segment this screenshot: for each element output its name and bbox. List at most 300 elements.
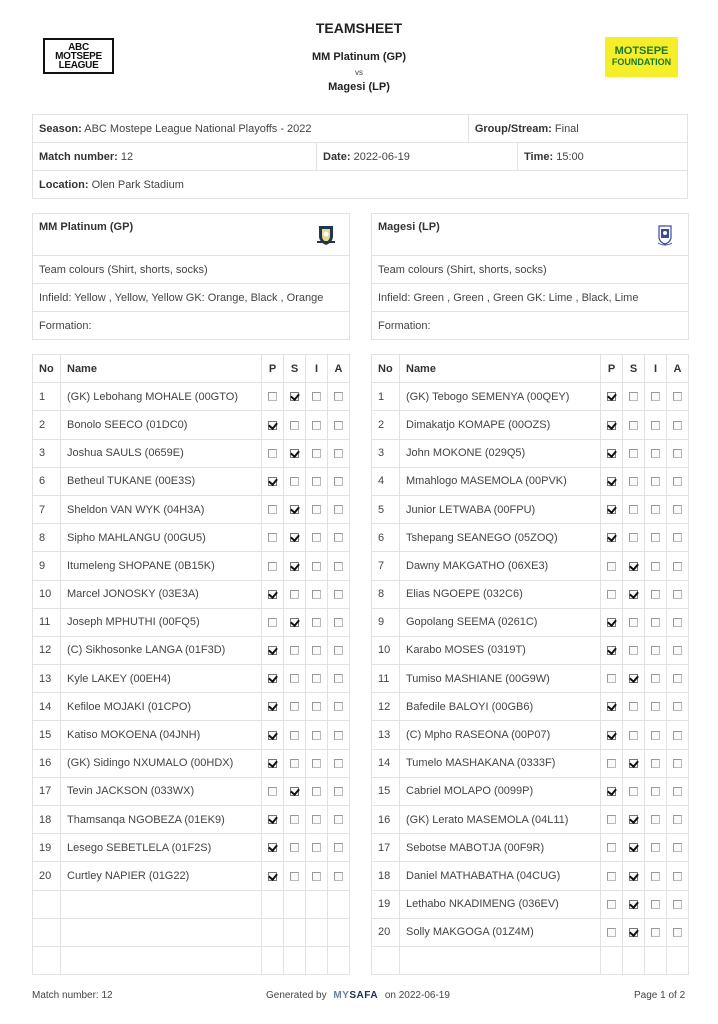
checkbox-cell-s (623, 918, 645, 946)
checkbox-cell-i (306, 636, 328, 664)
player-name: Itumeleng SHOPANE (0B15K) (61, 552, 262, 580)
unchecked-checkbox-a[interactable] (334, 674, 343, 683)
unchecked-checkbox-a[interactable] (334, 646, 343, 655)
unchecked-checkbox-i[interactable] (312, 702, 321, 711)
infield-colours: Infield: Green , Green , Green GK: Lime , Black, Lime (372, 284, 689, 312)
season-value: ABC Mostepe League National Playoffs - 2022 (84, 122, 312, 135)
player-row (33, 580, 350, 608)
empty-cell (645, 946, 667, 974)
checkbox-cell-i (306, 439, 328, 467)
checkbox-cell-a (328, 693, 350, 721)
checkbox-cell-p (601, 383, 623, 411)
checked-checkbox-s[interactable] (290, 392, 299, 401)
unchecked-checkbox-p[interactable] (607, 872, 616, 881)
checkbox-cell-s (284, 580, 306, 608)
unchecked-checkbox-s[interactable] (290, 590, 299, 599)
unchecked-checkbox-s[interactable] (629, 421, 638, 430)
away-team-title: Magesi (LP) (328, 81, 390, 93)
checked-checkbox-s[interactable] (629, 674, 638, 683)
unchecked-checkbox-a[interactable] (673, 505, 682, 514)
unchecked-checkbox-p[interactable] (607, 759, 616, 768)
unchecked-checkbox-s[interactable] (629, 449, 638, 458)
unchecked-checkbox-a[interactable] (334, 590, 343, 599)
checked-checkbox-p[interactable] (607, 449, 616, 458)
checkbox-cell-i (645, 890, 667, 918)
unchecked-checkbox-i[interactable] (651, 843, 660, 852)
checked-checkbox-p[interactable] (607, 618, 616, 627)
player-row (33, 439, 350, 467)
player-number: 16 (33, 749, 61, 777)
checkbox-cell-i (645, 524, 667, 552)
checkbox-cell-i (645, 806, 667, 834)
checkbox-cell-p (262, 777, 284, 805)
unchecked-checkbox-i[interactable] (312, 843, 321, 852)
player-row (372, 721, 689, 749)
unchecked-checkbox-a[interactable] (673, 731, 682, 740)
checkbox-cell-p (262, 834, 284, 862)
checked-checkbox-s[interactable] (290, 618, 299, 627)
unchecked-checkbox-p[interactable] (607, 562, 616, 571)
logo-line: LEAGUE (58, 59, 99, 71)
player-number: 10 (372, 636, 400, 664)
checked-checkbox-p[interactable] (268, 646, 277, 655)
checked-checkbox-p[interactable] (268, 872, 277, 881)
checked-checkbox-p[interactable] (607, 646, 616, 655)
checked-checkbox-p[interactable] (268, 590, 277, 599)
player-number: 8 (33, 524, 61, 552)
checked-checkbox-p[interactable] (268, 843, 277, 852)
unchecked-checkbox-s[interactable] (290, 646, 299, 655)
checked-checkbox-s[interactable] (629, 815, 638, 824)
unchecked-checkbox-s[interactable] (290, 421, 299, 430)
checkbox-cell-i (306, 665, 328, 693)
player-row (372, 580, 689, 608)
unchecked-checkbox-s[interactable] (290, 843, 299, 852)
unchecked-checkbox-i[interactable] (312, 815, 321, 824)
unchecked-checkbox-i[interactable] (312, 533, 321, 542)
checked-checkbox-s[interactable] (290, 533, 299, 542)
checkbox-cell-s (623, 693, 645, 721)
column-header-name: Name (400, 355, 601, 383)
player-row (372, 636, 689, 664)
empty-cell (33, 918, 61, 946)
player-number: 13 (33, 665, 61, 693)
checked-checkbox-s[interactable] (290, 562, 299, 571)
checkbox-cell-a (667, 636, 689, 664)
unchecked-checkbox-a[interactable] (334, 843, 343, 852)
unchecked-checkbox-a[interactable] (673, 590, 682, 599)
checkbox-cell-s (284, 693, 306, 721)
player-row (33, 862, 350, 890)
checked-checkbox-s[interactable] (290, 505, 299, 514)
unchecked-checkbox-p[interactable] (268, 618, 277, 627)
unchecked-checkbox-a[interactable] (673, 618, 682, 627)
checkbox-cell-a (667, 608, 689, 636)
checkbox-cell-a (667, 383, 689, 411)
checkbox-cell-i (645, 383, 667, 411)
player-name: (C) Sikhosonke LANGA (01F3D) (61, 636, 262, 664)
unchecked-checkbox-a[interactable] (334, 787, 343, 796)
checkbox-cell-i (645, 862, 667, 890)
checkbox-cell-i (306, 693, 328, 721)
empty-cell (328, 918, 350, 946)
unchecked-checkbox-i[interactable] (651, 928, 660, 937)
checked-checkbox-p[interactable] (268, 731, 277, 740)
checkbox-cell-s (284, 552, 306, 580)
formation: Formation: (33, 312, 350, 340)
checked-checkbox-s[interactable] (290, 449, 299, 458)
unchecked-checkbox-i[interactable] (651, 392, 660, 401)
player-name: Joseph MPHUTHI (00FQ5) (61, 608, 262, 636)
player-name: Tumelo MASHAKANA (0333F) (400, 749, 601, 777)
unchecked-checkbox-p[interactable] (607, 815, 616, 824)
unchecked-checkbox-i[interactable] (312, 674, 321, 683)
checked-checkbox-s[interactable] (629, 872, 638, 881)
time-cell (518, 143, 688, 171)
unchecked-checkbox-a[interactable] (673, 421, 682, 430)
unchecked-checkbox-i[interactable] (651, 449, 660, 458)
player-number: 7 (33, 495, 61, 523)
checked-checkbox-s[interactable] (290, 787, 299, 796)
checked-checkbox-p[interactable] (607, 731, 616, 740)
checked-checkbox-p[interactable] (268, 477, 277, 486)
unchecked-checkbox-p[interactable] (268, 392, 277, 401)
player-number: 11 (372, 665, 400, 693)
unchecked-checkbox-s[interactable] (629, 618, 638, 627)
generated-on-date: on 2022-06-19 (384, 990, 450, 1001)
player-row (372, 749, 689, 777)
column-header-a: A (667, 355, 689, 383)
unchecked-checkbox-s[interactable] (629, 787, 638, 796)
checkbox-cell-i (306, 806, 328, 834)
unchecked-checkbox-i[interactable] (312, 618, 321, 627)
player-row (33, 721, 350, 749)
player-name: Betheul TUKANE (00E3S) (61, 467, 262, 495)
unchecked-checkbox-a[interactable] (673, 843, 682, 852)
unchecked-checkbox-i[interactable] (651, 674, 660, 683)
unchecked-checkbox-s[interactable] (629, 392, 638, 401)
checked-checkbox-p[interactable] (268, 674, 277, 683)
unchecked-checkbox-a[interactable] (673, 759, 682, 768)
player-name: (GK) Lebohang MOHALE (00GTO) (61, 383, 262, 411)
checkbox-cell-p (601, 693, 623, 721)
unchecked-checkbox-s[interactable] (290, 815, 299, 824)
checkbox-cell-p (262, 383, 284, 411)
checkbox-cell-s (623, 383, 645, 411)
team-name (372, 214, 689, 256)
unchecked-checkbox-i[interactable] (312, 505, 321, 514)
checkbox-cell-p (601, 890, 623, 918)
player-number: 18 (372, 862, 400, 890)
unchecked-checkbox-p[interactable] (268, 449, 277, 458)
checkbox-cell-s (623, 524, 645, 552)
checkbox-cell-i (306, 721, 328, 749)
empty-cell (284, 946, 306, 974)
unchecked-checkbox-a[interactable] (334, 872, 343, 881)
season-label: Season: (39, 122, 82, 135)
unchecked-checkbox-p[interactable] (607, 843, 616, 852)
column-header-i: I (645, 355, 667, 383)
footer-page-number: Page 1 of 2 (634, 990, 686, 1001)
player-name: Thamsanqa NGOBEZA (01EK9) (61, 806, 262, 834)
unchecked-checkbox-i[interactable] (651, 590, 660, 599)
unchecked-checkbox-i[interactable] (651, 562, 660, 571)
checked-checkbox-s[interactable] (629, 562, 638, 571)
checkbox-cell-a (667, 862, 689, 890)
group-cell (468, 115, 687, 143)
checkbox-cell-a (328, 721, 350, 749)
checkbox-cell-p (601, 834, 623, 862)
player-name: (GK) Tebogo SEMENYA (00QEY) (400, 383, 601, 411)
player-row (372, 467, 689, 495)
unchecked-checkbox-a[interactable] (334, 477, 343, 486)
checkbox-cell-p (262, 806, 284, 834)
unchecked-checkbox-s[interactable] (629, 731, 638, 740)
unchecked-checkbox-i[interactable] (651, 533, 660, 542)
empty-player-row (372, 946, 689, 974)
checkbox-cell-p (601, 665, 623, 693)
column-header-no: No (372, 355, 400, 383)
empty-cell (33, 946, 61, 974)
player-name: Gopolang SEEMA (0261C) (400, 608, 601, 636)
unchecked-checkbox-s[interactable] (290, 674, 299, 683)
match-number-cell (33, 143, 317, 171)
unchecked-checkbox-i[interactable] (312, 562, 321, 571)
player-row (372, 383, 689, 411)
unchecked-checkbox-a[interactable] (334, 702, 343, 711)
match-info-table (32, 114, 688, 199)
unchecked-checkbox-i[interactable] (312, 590, 321, 599)
checkbox-cell-s (284, 411, 306, 439)
unchecked-checkbox-a[interactable] (673, 900, 682, 909)
checked-checkbox-p[interactable] (607, 392, 616, 401)
unchecked-checkbox-i[interactable] (312, 449, 321, 458)
empty-cell (61, 890, 262, 918)
unchecked-checkbox-a[interactable] (673, 674, 682, 683)
unchecked-checkbox-i[interactable] (312, 731, 321, 740)
checked-checkbox-p[interactable] (268, 421, 277, 430)
unchecked-checkbox-i[interactable] (651, 759, 660, 768)
unchecked-checkbox-a[interactable] (673, 872, 682, 881)
unchecked-checkbox-a[interactable] (673, 787, 682, 796)
checked-checkbox-s[interactable] (629, 843, 638, 852)
empty-cell (262, 890, 284, 918)
checkbox-cell-a (667, 806, 689, 834)
checked-checkbox-s[interactable] (629, 759, 638, 768)
empty-cell (61, 918, 262, 946)
unchecked-checkbox-p[interactable] (607, 590, 616, 599)
unchecked-checkbox-i[interactable] (651, 702, 660, 711)
column-header-i: I (306, 355, 328, 383)
unchecked-checkbox-s[interactable] (629, 702, 638, 711)
player-row (372, 608, 689, 636)
unchecked-checkbox-i[interactable] (312, 421, 321, 430)
unchecked-checkbox-p[interactable] (268, 562, 277, 571)
player-name: Joshua SAULS (0659E) (61, 439, 262, 467)
unchecked-checkbox-a[interactable] (673, 533, 682, 542)
player-name: Junior LETWABA (00FPU) (400, 495, 601, 523)
unchecked-checkbox-p[interactable] (268, 533, 277, 542)
checked-checkbox-p[interactable] (268, 815, 277, 824)
checkbox-cell-i (645, 411, 667, 439)
unchecked-checkbox-s[interactable] (290, 731, 299, 740)
match-number-value: 12 (120, 150, 134, 163)
unchecked-checkbox-a[interactable] (334, 533, 343, 542)
magesi-crest-icon (656, 224, 674, 246)
motsepe-foundation-logo (605, 37, 678, 77)
player-number: 20 (33, 862, 61, 890)
unchecked-checkbox-a[interactable] (673, 815, 682, 824)
checkbox-cell-i (645, 580, 667, 608)
unchecked-checkbox-p[interactable] (607, 928, 616, 937)
unchecked-checkbox-a[interactable] (334, 759, 343, 768)
checkbox-cell-p (262, 552, 284, 580)
checked-checkbox-p[interactable] (607, 477, 616, 486)
unchecked-checkbox-a[interactable] (673, 928, 682, 937)
unchecked-checkbox-s[interactable] (290, 872, 299, 881)
unchecked-checkbox-i[interactable] (312, 759, 321, 768)
checked-checkbox-p[interactable] (607, 702, 616, 711)
infield-colours: Infield: Yellow , Yellow, Yellow GK: Orange, Black , Orange (33, 284, 350, 312)
player-name: Sipho MAHLANGU (00GU5) (61, 524, 262, 552)
checkbox-cell-s (623, 580, 645, 608)
unchecked-checkbox-a[interactable] (673, 392, 682, 401)
unchecked-checkbox-s[interactable] (290, 477, 299, 486)
unchecked-checkbox-i[interactable] (651, 872, 660, 881)
checkbox-cell-a (328, 806, 350, 834)
unchecked-checkbox-i[interactable] (651, 477, 660, 486)
unchecked-checkbox-a[interactable] (334, 421, 343, 430)
checkbox-cell-a (328, 411, 350, 439)
checked-checkbox-s[interactable] (629, 928, 638, 937)
unchecked-checkbox-s[interactable] (290, 759, 299, 768)
player-name: Bafedile BALOYI (00GB6) (400, 693, 601, 721)
home-squad-table (32, 354, 350, 975)
unchecked-checkbox-i[interactable] (651, 421, 660, 430)
unchecked-checkbox-i[interactable] (312, 872, 321, 881)
unchecked-checkbox-p[interactable] (607, 900, 616, 909)
unchecked-checkbox-a[interactable] (334, 815, 343, 824)
checkbox-cell-i (645, 495, 667, 523)
checkbox-cell-p (262, 524, 284, 552)
checkbox-cell-p (262, 411, 284, 439)
checkbox-cell-i (306, 467, 328, 495)
unchecked-checkbox-i[interactable] (651, 731, 660, 740)
unchecked-checkbox-p[interactable] (607, 674, 616, 683)
unchecked-checkbox-i[interactable] (312, 477, 321, 486)
season-cell (33, 115, 469, 143)
checkbox-cell-p (262, 636, 284, 664)
unchecked-checkbox-i[interactable] (312, 392, 321, 401)
unchecked-checkbox-a[interactable] (334, 392, 343, 401)
checked-checkbox-p[interactable] (607, 421, 616, 430)
formation: Formation: (372, 312, 689, 340)
checkbox-cell-p (601, 636, 623, 664)
unchecked-checkbox-a[interactable] (334, 505, 343, 514)
column-header-name: Name (61, 355, 262, 383)
unchecked-checkbox-i[interactable] (312, 787, 321, 796)
checked-checkbox-s[interactable] (629, 900, 638, 909)
player-number: 19 (33, 834, 61, 862)
checkbox-cell-s (623, 777, 645, 805)
unchecked-checkbox-a[interactable] (334, 449, 343, 458)
player-name: Sheldon VAN WYK (04H3A) (61, 495, 262, 523)
checked-checkbox-p[interactable] (268, 759, 277, 768)
unchecked-checkbox-s[interactable] (629, 505, 638, 514)
logo-line: FOUNDATION (611, 57, 672, 67)
checked-checkbox-p[interactable] (607, 533, 616, 542)
player-number: 9 (372, 608, 400, 636)
unchecked-checkbox-i[interactable] (651, 505, 660, 514)
unchecked-checkbox-i[interactable] (651, 900, 660, 909)
unchecked-checkbox-s[interactable] (629, 477, 638, 486)
player-row (372, 411, 689, 439)
empty-cell (372, 946, 400, 974)
checkbox-cell-s (623, 608, 645, 636)
unchecked-checkbox-a[interactable] (334, 618, 343, 627)
player-row (372, 495, 689, 523)
player-row (372, 524, 689, 552)
unchecked-checkbox-i[interactable] (651, 787, 660, 796)
team-name (33, 214, 350, 256)
checkbox-cell-p (601, 411, 623, 439)
checkbox-cell-i (306, 411, 328, 439)
player-row (372, 439, 689, 467)
player-name: (C) Mpho RASEONA (00P07) (400, 721, 601, 749)
player-number: 9 (33, 552, 61, 580)
checkbox-cell-i (645, 636, 667, 664)
player-name: Elias NGOEPE (032C6) (400, 580, 601, 608)
player-number: 20 (372, 918, 400, 946)
player-row (372, 693, 689, 721)
unchecked-checkbox-s[interactable] (629, 533, 638, 542)
checkbox-cell-p (601, 749, 623, 777)
checkbox-cell-i (645, 721, 667, 749)
unchecked-checkbox-i[interactable] (651, 815, 660, 824)
unchecked-checkbox-p[interactable] (268, 787, 277, 796)
unchecked-checkbox-i[interactable] (651, 618, 660, 627)
unchecked-checkbox-p[interactable] (268, 505, 277, 514)
team-name-text: Magesi (LP) (378, 221, 440, 233)
checked-checkbox-p[interactable] (607, 787, 616, 796)
date-value: 2022-06-19 (353, 150, 410, 163)
unchecked-checkbox-a[interactable] (673, 702, 682, 711)
footer-match-number: Match number: 12 (32, 990, 113, 1001)
generated-by-label: Generated by (266, 990, 327, 1001)
unchecked-checkbox-i[interactable] (651, 646, 660, 655)
checkbox-cell-i (645, 918, 667, 946)
checkbox-cell-a (667, 890, 689, 918)
checked-checkbox-p[interactable] (607, 505, 616, 514)
empty-cell (623, 946, 645, 974)
unchecked-checkbox-a[interactable] (334, 731, 343, 740)
unchecked-checkbox-a[interactable] (673, 646, 682, 655)
unchecked-checkbox-i[interactable] (312, 646, 321, 655)
checkbox-cell-s (284, 806, 306, 834)
player-name: Kyle LAKEY (00EH4) (61, 665, 262, 693)
unchecked-checkbox-s[interactable] (629, 646, 638, 655)
unchecked-checkbox-a[interactable] (673, 477, 682, 486)
time-value: 15:00 (556, 150, 584, 163)
checked-checkbox-s[interactable] (629, 590, 638, 599)
unchecked-checkbox-a[interactable] (673, 562, 682, 571)
checkbox-cell-s (284, 383, 306, 411)
empty-cell (667, 946, 689, 974)
unchecked-checkbox-a[interactable] (673, 449, 682, 458)
unchecked-checkbox-a[interactable] (334, 562, 343, 571)
unchecked-checkbox-s[interactable] (290, 702, 299, 711)
checked-checkbox-p[interactable] (268, 702, 277, 711)
